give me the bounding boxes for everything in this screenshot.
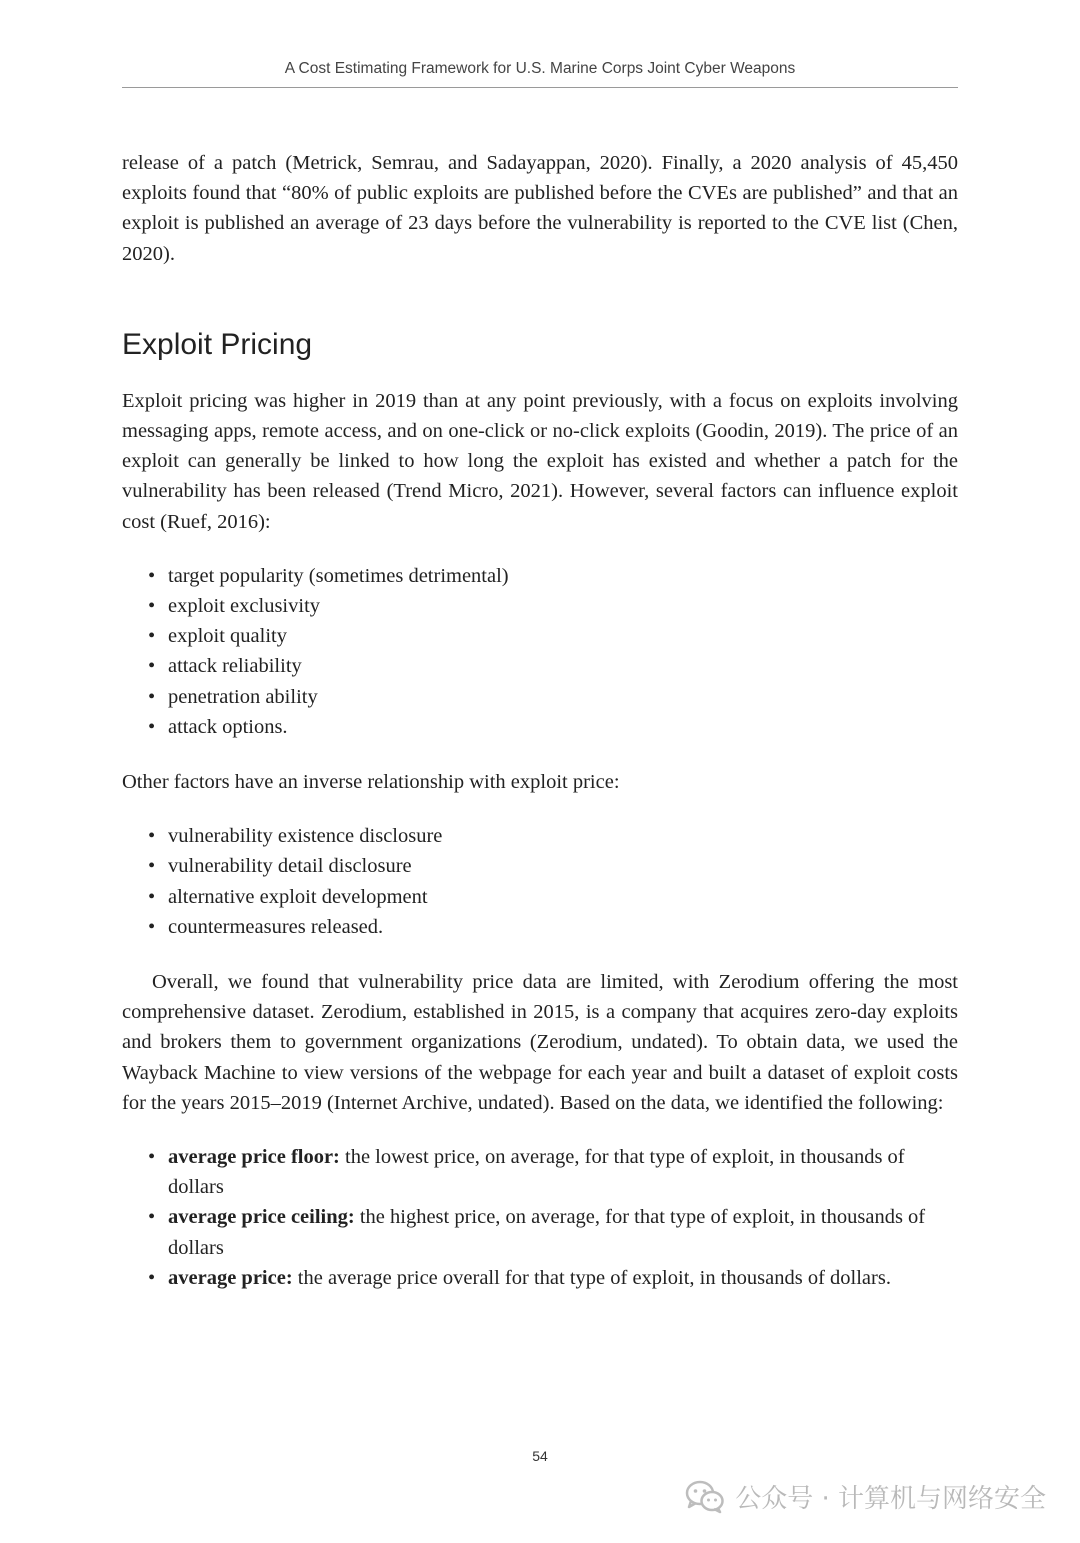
page-content [122,148,958,1318]
list-item: • alternative exploit development [122,882,958,912]
watermark [685,1478,1046,1515]
overall-paragraph: Overall, we found that vulnerability price data are limited, with Zerodium offering the most comprehensive dataset. Zerodium, established in 2015, is a company that acquires zero-day exploits and brokers them to government organizations (Zerodium, undated). To obtain data, we used the Wayback Machine to view versions of the webpage for each year and built a dataset of exploit costs for the years 2015–2019 (Internet Archive, undated). Based on the data, we identified the following: [122,971,958,1114]
list-item: • target popularity (sometimes detrimental) [122,561,958,591]
list-item: • vulnerability existence disclosure [122,821,958,851]
list-item: • countermeasures released. [122,912,958,942]
list-item: • penetration ability [122,682,958,712]
inverse-factors-list [122,821,958,942]
list-item: • attack options. [122,712,958,742]
list-item: • vulnerability detail disclosure [122,851,958,881]
bullet-icon: • [148,855,156,878]
definition-text: the highest price, on average, for that type of exploit, in thousands of dollars [168,1206,926,1259]
list-item: • exploit exclusivity [122,591,958,621]
bullet-icon: • [148,564,156,587]
bullet-icon: • [148,1206,156,1229]
definition-text: the average price overall for that type of exploit, in thousands of dollars. [292,1266,891,1289]
bullet-icon: • [148,825,156,848]
intro-paragraph: release of a patch (Metrick, Semrau, and Sadayappan, 2020). Finally, a 2020 analysis of 45,450 exploits found that “80% of public exploits are published before the CVEs are published” and that an exploit is published an average of 23 days before the vulnerability is reported to the CVE list (Chen, 2020). [122,152,958,265]
bullet-icon: • [148,685,156,708]
bullet-icon: • [148,1146,156,1169]
list-item: • exploit quality [122,621,958,651]
definition-term: average price ceiling: [168,1206,355,1229]
cost-factors-list [122,561,958,742]
definition-text: the lowest price, on average, for that type of exploit, in thousands of dollars [168,1146,905,1199]
definition-item [122,1202,958,1262]
running-header: A Cost Estimating Framework for U.S. Marine Corps Joint Cyber Weapons [122,60,958,88]
definition-item [122,1263,958,1293]
definitions-list [122,1142,958,1293]
bullet-icon: • [148,715,156,738]
wechat-icon [685,1480,725,1514]
definition-item [122,1142,958,1202]
definition-term: average price: [168,1266,293,1289]
definition-term: average price floor: [168,1146,340,1169]
bullet-icon: • [148,915,156,938]
bullet-icon: • [148,885,156,908]
bullet-icon: • [148,1266,156,1289]
section-heading: Exploit Pricing [122,327,313,361]
list-item: • attack reliability [122,651,958,681]
pricing-paragraph: Exploit pricing was higher in 2019 than at any point previously, with a focus on exploits involving messaging apps, remote access, and on one-click or no-click exploits (Goodin, 2019). The price of an exploit can generally be linked to how long the exploit has existed and whether a patch for the vulnerability has been released (Trend Micro, 2021). However, several factors can influence exploit cost (Ruef, 2016): [122,389,958,533]
page-number: 54 [532,1448,548,1464]
watermark-text: 公众号 · 计算机与网络安全 [735,1484,1046,1514]
bullet-icon: • [148,655,156,678]
bullet-icon: • [148,595,156,618]
inverse-intro: Other factors have an inverse relationship with exploit price: [122,771,620,794]
bullet-icon: • [148,625,156,648]
